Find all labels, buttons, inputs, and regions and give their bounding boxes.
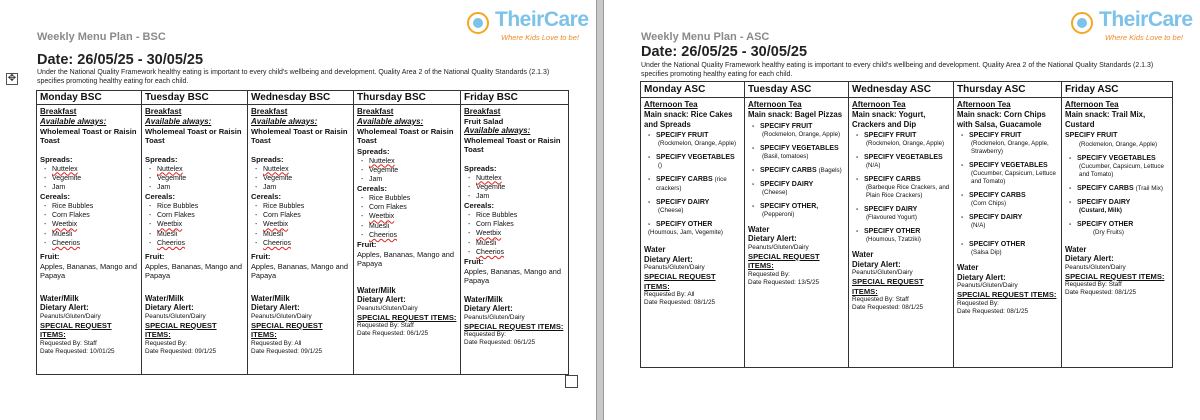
- water-label: Water/Milk: [251, 293, 290, 303]
- fruit-detail: (Rockmelon, Orange, Apple): [866, 140, 945, 147]
- fruit-detail: (Rockmelon, Orange, Apple, Strawberry): [971, 140, 1049, 155]
- date-requested: Date Requested: 08/1/25: [852, 304, 924, 311]
- dietary-label: Dietary Alert:: [145, 303, 194, 313]
- dairy-detail: (Cheese): [762, 188, 788, 196]
- day-header: Thursday BSC: [354, 91, 461, 105]
- available-always: Available always:: [357, 117, 424, 126]
- fruit-label: Fruit:: [40, 252, 60, 262]
- page-asc: [604, 0, 1200, 420]
- dietary-label: Dietary Alert:: [251, 303, 300, 313]
- available-always: Available always:: [145, 117, 212, 126]
- logo: [467, 8, 592, 48]
- water-label: Water: [748, 224, 770, 234]
- specify-dairy: - SPECIFY DAIRY: [957, 213, 1058, 222]
- specify-dairy: - SPECIFY DAIRY: [1065, 198, 1169, 207]
- veg-detail: (Cucumber, Capsicum, Lettuce and Tomato): [1079, 162, 1164, 178]
- day-header: Monday ASC: [641, 82, 745, 98]
- carbs-label: SPECIFY CARBS: [656, 176, 713, 183]
- specify-vegetables: - SPECIFY VEGETABLES: [852, 153, 950, 162]
- list-item: - Jam: [464, 192, 565, 201]
- dietary-text: Peanuts/Gluten/Dairy: [1065, 263, 1126, 271]
- other-detail: (Houmous, Tzatziki): [866, 236, 921, 243]
- afternoon-tea-heading: Afternoon Tea: [644, 100, 698, 109]
- main-snack: Main snack: Yogurt, Crackers and Dip: [852, 110, 926, 129]
- available-always: Available always:: [40, 117, 107, 126]
- water-label: Water: [1065, 244, 1087, 254]
- breakfast-heading: Breakfast: [251, 107, 288, 116]
- special-request-label: SPECIAL REQUEST ITEMS:: [251, 320, 323, 340]
- carbs-label: SPECIFY CARBS: [760, 166, 817, 174]
- list-item: - Jam: [251, 183, 350, 192]
- spreads-label: Spreads:: [40, 155, 73, 164]
- requested-by: Requested By: Staff: [40, 339, 97, 347]
- specify-fruit: - SPECIFY FRUIT: [644, 131, 741, 140]
- breakfast-heading: Breakfast: [357, 107, 394, 116]
- other-detail: (Pepperoni): [762, 210, 795, 218]
- toast-option: Wholemeal Toast or Raisin Toast: [145, 127, 242, 145]
- water-label: Water: [644, 245, 666, 254]
- special-request-label: SPECIAL REQUEST ITEMS:: [957, 290, 1057, 299]
- available-always: Available always:: [251, 117, 318, 126]
- day-cell[interactable]: [641, 98, 745, 368]
- date-requested: Date Requested: 08/1/25: [644, 299, 716, 306]
- other-detail: (Houmous, Jam, Vegemite): [648, 229, 723, 236]
- dietary-text: Peanuts/Gluten/Dairy: [357, 304, 418, 312]
- specify-carbs: [748, 166, 845, 175]
- day-header: Thursday ASC: [954, 82, 1062, 98]
- specify-other: - SPECIFY OTHER: [957, 240, 1058, 249]
- water-label: Water: [957, 263, 979, 272]
- list-item: - Rice Bubbles: [145, 202, 244, 211]
- dietary-label: Dietary Alert:: [957, 272, 1006, 282]
- carbs-detail: (rice crackers): [656, 176, 727, 192]
- dietary-text: Peanuts/Gluten/Dairy: [852, 269, 913, 276]
- specify-carbs: - SPECIFY CARBS: [957, 191, 1058, 200]
- list-item: - Muesli: [251, 230, 350, 239]
- fruit-detail: (Rockmelon, Orange, Apple): [1079, 140, 1158, 148]
- page-title: Weekly Menu Plan - BSC: [37, 31, 166, 43]
- special-request-label: SPECIAL REQUEST ITEMS:: [464, 321, 564, 331]
- dairy-detail: (Cheese): [658, 207, 684, 214]
- dietary-label: Dietary Alert:: [644, 254, 693, 264]
- dairy-detail: (Custard, Milk): [1079, 206, 1122, 214]
- specify-other: - SPECIFY OTHER: [1065, 220, 1169, 229]
- specify-vegetables: - SPECIFY VEGETABLES: [644, 153, 741, 162]
- specify-other: - SPECIFY OTHER: [644, 220, 741, 229]
- list-item: - Corn Flakes: [357, 203, 457, 212]
- special-request-label: SPECIAL REQUEST ITEMS:: [748, 251, 820, 270]
- list-item: - Vegemite: [357, 166, 457, 175]
- dietary-text: Peanuts/Gluten/Dairy: [644, 264, 705, 271]
- spreads-label: Spreads:: [251, 155, 284, 164]
- fruit-label: Fruit:: [464, 257, 484, 267]
- breakfast-heading: Breakfast: [40, 107, 77, 116]
- requested-by: Requested By: Staff: [1065, 281, 1122, 288]
- specify-fruit: SPECIFY FRUIT: [1065, 132, 1118, 139]
- specify-carbs: [1065, 184, 1169, 193]
- cereals-label: Cereals:: [40, 192, 70, 202]
- requested-by: Requested By: All: [644, 291, 695, 298]
- list-item: - Cheerios: [145, 239, 244, 248]
- specify-vegetables: - SPECIFY VEGETABLES: [748, 144, 845, 153]
- main-snack: Main snack: Corn Chips with Salsa, Guacamole: [957, 110, 1046, 129]
- page-title: Weekly Menu Plan - ASC: [641, 31, 770, 43]
- list-item: - Corn Flakes: [251, 211, 350, 220]
- requested-by: Requested By: Staff: [852, 296, 909, 303]
- date-requested: Date Requested: 06/1/25: [464, 339, 536, 347]
- toast-option: Wholemeal Toast or Raisin Toast: [40, 127, 137, 145]
- dietary-text: Peanuts/Gluten/Dairy: [957, 282, 1018, 289]
- cereals-label: Cereals:: [251, 192, 281, 202]
- list-item: - Rice Bubbles: [464, 211, 565, 220]
- list-item: - Corn Flakes: [464, 220, 565, 229]
- list-item: - Weetbix: [251, 220, 350, 229]
- dietary-label: Dietary Alert:: [464, 304, 513, 314]
- list-item: - Vegemite: [145, 174, 244, 183]
- fruit-text: Apples, Bananas, Mango and Papaya: [464, 266, 561, 285]
- carbs-label: SPECIFY CARBS: [1077, 184, 1134, 192]
- fruit-detail: (Rockmelon, Orange, Apple): [658, 140, 737, 147]
- other-detail: (Dry Fruits): [1093, 228, 1124, 236]
- carbs-detail: (Barbeque Rice Crackers, and Plain Rice Crackers): [866, 184, 950, 199]
- special-request-label: SPECIAL REQUEST ITEMS:: [852, 277, 924, 296]
- dietary-label: Dietary Alert:: [357, 295, 406, 305]
- list-item: - Jam: [145, 183, 244, 192]
- date-requested: Date Requested: 08/1/25: [1065, 289, 1137, 296]
- special-item: Fruit Salad: [464, 117, 504, 126]
- specify-dairy: - SPECIFY DAIRY: [748, 180, 845, 189]
- specify-dairy: - SPECIFY DAIRY: [644, 198, 741, 207]
- date-requested: Date Requested: 06/1/25: [357, 330, 429, 338]
- special-request-label: SPECIAL REQUEST ITEMS:: [40, 320, 112, 340]
- requested-by: Requested By: All: [251, 339, 302, 347]
- afternoon-tea-heading: Afternoon Tea: [957, 100, 1011, 109]
- date-requested: Date Requested: 09/1/25: [251, 347, 323, 355]
- available-always: Available always:: [464, 126, 531, 135]
- spreads-label: Spreads:: [145, 155, 178, 164]
- specify-carbs: - SPECIFY CARBS: [852, 175, 950, 184]
- day-cell[interactable]: [1062, 98, 1173, 368]
- toast-option: Wholemeal Toast or Raisin Toast: [357, 127, 454, 145]
- date-range: Date: 26/05/25 - 30/05/25: [641, 44, 808, 60]
- day-header: Wednesday ASC: [849, 82, 954, 98]
- end-of-cell-marker: [565, 375, 578, 388]
- list-item: - Muesli: [357, 222, 457, 231]
- intro-text: Under the National Quality Framework healthy eating is important to every child's wellbeing and development. Quality Area 2 of the National Quality Standards (2.1.3) specifies promoting healthy eating for each child.: [37, 69, 550, 85]
- water-label: Water/Milk: [464, 294, 503, 304]
- day-header: Friday ASC: [1062, 82, 1173, 98]
- fruit-text: Apples, Bananas, Mango and Papaya: [357, 249, 454, 268]
- specify-fruit: - SPECIFY FRUIT: [957, 131, 1058, 140]
- list-item: - Vegemite: [464, 183, 565, 192]
- specify-other: - SPECIFY OTHER: [852, 227, 950, 236]
- special-request-label: SPECIAL REQUEST ITEMS:: [644, 272, 716, 291]
- dietary-text: Peanuts/Gluten/Dairy: [145, 312, 206, 320]
- table-move-handle-icon[interactable]: ✥: [7, 73, 17, 84]
- veg-detail: (Cucumber, Capsicum, Lettuce and Tomato): [971, 170, 1056, 185]
- veg-detail: (): [658, 162, 663, 169]
- cereals-label: Cereals:: [357, 184, 387, 194]
- cereals-label: Cereals:: [145, 192, 175, 202]
- list-item: - Cheerios: [464, 248, 565, 257]
- logo-name: TheirCare: [1099, 8, 1193, 31]
- dietary-label: Dietary Alert:: [748, 234, 797, 243]
- date-range: Date: 26/05/25 - 30/05/25: [37, 52, 204, 68]
- main-snack: Main snack: Trail Mix, Custard: [1065, 110, 1146, 129]
- day-header: Tuesday BSC: [142, 91, 248, 105]
- requested-by: Requested By:: [748, 270, 790, 278]
- cereals-label: Cereals:: [464, 201, 494, 211]
- list-item: - Rice Bubbles: [357, 194, 457, 203]
- page-gap: [596, 0, 604, 420]
- date-requested: Date Requested: 08/1/25: [957, 307, 1029, 315]
- list-item: - Vegemite: [40, 174, 138, 183]
- list-item: - Nuttelex: [357, 157, 457, 166]
- spreads-label: Spreads:: [357, 147, 390, 156]
- list-item: - Weetbix: [357, 212, 457, 221]
- fruit-text: Apples, Bananas, Mango and Papaya: [251, 261, 348, 280]
- list-item: - Muesli: [145, 230, 244, 239]
- page-bsc: [0, 0, 596, 420]
- other-detail: (Salsa Dip): [971, 249, 1002, 256]
- list-item: - Cheerios: [357, 231, 457, 240]
- list-item: - Corn Flakes: [145, 211, 244, 220]
- list-item: - Rice Bubbles: [40, 202, 138, 211]
- day-cell[interactable]: [745, 98, 849, 368]
- specify-fruit: - SPECIFY FRUIT: [748, 122, 845, 131]
- special-request-label: SPECIAL REQUEST ITEMS:: [357, 312, 457, 322]
- day-header: Friday BSC: [461, 91, 569, 105]
- carbs-detail: (Trail Mix): [1135, 184, 1163, 192]
- toast-option: Wholemeal Toast or Raisin Toast: [251, 127, 348, 145]
- fruit-text: Apples, Bananas, Mango and Papaya: [40, 261, 137, 280]
- list-item: - Nuttelex: [464, 174, 565, 183]
- day-cell[interactable]: [354, 105, 461, 375]
- special-request-label: SPECIAL REQUEST ITEMS:: [145, 320, 217, 340]
- requested-by: Requested By: Staff: [357, 322, 414, 330]
- date-requested: Date Requested: 13/5/25: [748, 278, 820, 286]
- logo-tagline: Where Kids Love to be!: [1105, 33, 1183, 42]
- fruit-label: Fruit:: [357, 240, 377, 250]
- dietary-text: Peanuts/Gluten/Dairy: [251, 312, 312, 320]
- requested-by: Requested By:: [957, 299, 999, 307]
- specify-dairy: - SPECIFY DAIRY: [852, 205, 950, 214]
- specify-carbs: [644, 175, 741, 193]
- fruit-detail: (Rockmelon, Orange, Apple): [762, 130, 841, 138]
- specify-other: - SPECIFY OTHER,: [748, 202, 845, 211]
- fruit-text: Apples, Bananas, Mango and Papaya: [145, 261, 242, 280]
- main-snack: Main snack: Rice Cakes and Spreads: [644, 110, 733, 129]
- list-item: - Nuttelex: [145, 165, 244, 174]
- special-request-label: SPECIAL REQUEST ITEMS:: [1065, 271, 1165, 281]
- water-label: Water/Milk: [357, 285, 396, 295]
- afternoon-tea-heading: Afternoon Tea: [1065, 100, 1119, 109]
- water-label: Water/Milk: [145, 293, 184, 303]
- list-item: - Nuttelex: [251, 165, 350, 174]
- list-item: - Vegemite: [251, 174, 350, 183]
- dietary-text: Peanuts/Gluten/Dairy: [748, 243, 809, 251]
- veg-detail: (Basil, tomatoes): [762, 152, 809, 160]
- day-cell[interactable]: [849, 98, 954, 368]
- main-snack: Main snack: Bagel Pizzas: [748, 110, 843, 119]
- bsc-menu-table: [36, 90, 569, 375]
- list-item: - Weetbix: [464, 229, 565, 238]
- spreads-label: Spreads:: [464, 164, 497, 173]
- requested-by: Requested By:: [464, 331, 506, 339]
- specify-vegetables: - SPECIFY VEGETABLES: [957, 161, 1058, 170]
- date-requested: Date Requested: 10/01/25: [40, 347, 115, 355]
- date-requested: Date Requested: 09/1/25: [145, 347, 217, 355]
- intro-text: Under the National Quality Framework healthy eating is important to every child's wellbeing and development. Quality Area 2 of the National Quality Standards (2.1.3) specifies promoting healthy eating for each child.: [641, 62, 1154, 78]
- list-item: - Cheerios: [251, 239, 350, 248]
- afternoon-tea-heading: Afternoon Tea: [852, 100, 906, 109]
- list-item: - Cheerios: [40, 239, 138, 248]
- logo-mark-icon: [1071, 12, 1093, 34]
- logo: [1071, 8, 1196, 48]
- day-cell[interactable]: [142, 105, 248, 375]
- day-cell[interactable]: [248, 105, 354, 375]
- logo-name: TheirCare: [495, 8, 589, 31]
- toast-option: Wholemeal Toast or Raisin Toast: [464, 136, 561, 154]
- list-item: - Muesli: [40, 230, 138, 239]
- fruit-label: Fruit:: [145, 252, 165, 262]
- day-header: Monday BSC: [37, 91, 142, 105]
- dietary-label: Dietary Alert:: [852, 259, 901, 269]
- list-item: - Nuttelex: [40, 165, 138, 174]
- afternoon-tea-heading: Afternoon Tea: [748, 100, 802, 109]
- dietary-label: Dietary Alert:: [40, 303, 89, 313]
- day-cell[interactable]: [461, 105, 569, 375]
- logo-tagline: Where Kids Love to be!: [501, 33, 579, 42]
- list-item: - Muesli: [464, 239, 565, 248]
- requested-by: Requested By:: [145, 339, 187, 347]
- list-item: - Jam: [357, 175, 457, 184]
- specify-vegetables: - SPECIFY VEGETABLES: [1065, 154, 1169, 163]
- dairy-detail: (Flavoured Yogurt): [866, 214, 917, 221]
- carbs-detail: (Corn Chips): [971, 200, 1007, 207]
- logo-mark-icon: [467, 12, 489, 34]
- breakfast-heading: Breakfast: [145, 107, 182, 116]
- dietary-text: Peanuts/Gluten/Dairy: [464, 313, 525, 321]
- day-cell[interactable]: [954, 98, 1062, 368]
- breakfast-heading: Breakfast: [464, 107, 501, 116]
- dietary-text: Peanuts/Gluten/Dairy: [40, 312, 101, 320]
- specify-fruit: - SPECIFY FRUIT: [852, 131, 950, 140]
- dietary-label: Dietary Alert:: [1065, 254, 1114, 263]
- asc-menu-table: [640, 81, 1173, 368]
- water-label: Water: [852, 250, 874, 259]
- day-cell[interactable]: [37, 105, 142, 375]
- carbs-detail: (Bagels): [818, 166, 842, 174]
- dairy-detail: (N/A): [971, 222, 986, 229]
- fruit-label: Fruit:: [251, 252, 271, 262]
- water-label: Water/Milk: [40, 293, 79, 303]
- list-item: - Rice Bubbles: [251, 202, 350, 211]
- list-item: - Weetbix: [40, 220, 138, 229]
- list-item: - Corn Flakes: [40, 211, 138, 220]
- list-item: - Jam: [40, 183, 138, 192]
- list-item: - Weetbix: [145, 220, 244, 229]
- day-header: Wednesday BSC: [248, 91, 354, 105]
- day-header: Tuesday ASC: [745, 82, 849, 98]
- veg-detail: (N/A): [866, 162, 881, 169]
